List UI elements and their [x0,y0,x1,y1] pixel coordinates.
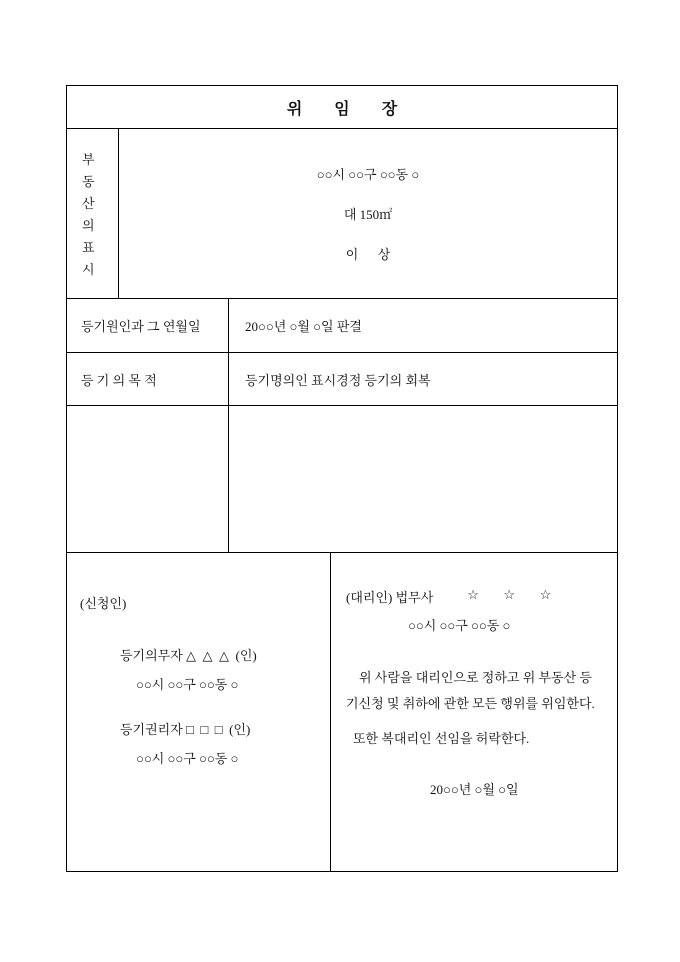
registration-cause-label: 등기원인과 그 연월일 [67,299,229,352]
property-content-cell [119,129,617,298]
property-vertical-label: 부동산의표시 [82,152,95,277]
agent-address: ○○시 ○○구 ○○동 ○ [408,618,511,633]
signature-section [67,553,617,871]
property-description-row [67,129,617,299]
obligor-line: 등기의무자 △ △ △ (인) [120,648,257,663]
obligee-address: ○○시 ○○구 ○○동 ○ [136,751,239,766]
applicant-cell [67,553,331,871]
agent-name-stars: ☆ ☆ ☆ [467,587,558,602]
agent-cell [331,553,617,871]
registration-cause-row [67,299,617,353]
property-area-line: 대 150㎡ [343,207,393,222]
form-title-row [67,86,617,129]
power-of-attorney-form [66,85,618,872]
delegation-date: 20○○년 ○월 ○일 [430,782,519,797]
registration-purpose-label: 등 기 의 목 적 [67,353,229,405]
obligor-address: ○○시 ○○구 ○○동 ○ [136,677,239,692]
obligee-line: 등기권리자 □ □ □ (인) [120,722,251,737]
form-title: 위 임 장 [286,100,412,118]
registration-cause-value: 20○○년 ○월 ○일 판결 [245,319,362,334]
agent-heading-line [346,587,604,606]
registration-purpose-row [67,353,617,406]
empty-row [67,406,617,553]
property-label-cell [67,129,119,298]
registration-purpose-value: 등기명의인 표시경정 등기의 회복 [245,372,431,388]
property-end-line: 이 상 [345,247,391,262]
sub-agent-statement: 또한 복대리인 선임을 허락한다. [353,731,530,746]
property-address-line: ○○시 ○○구 ○○동 ○ [316,167,420,182]
empty-label-cell [67,406,229,552]
empty-value-cell [229,406,617,552]
agent-heading: (대리인) 법무사 [346,590,434,605]
delegation-statement: 위 사람을 대리인으로 정하고 위 부동산 등기신청 및 취하에 관한 모든 행위를 위임한다. [346,670,595,711]
applicant-heading: (신청인) [80,596,127,611]
